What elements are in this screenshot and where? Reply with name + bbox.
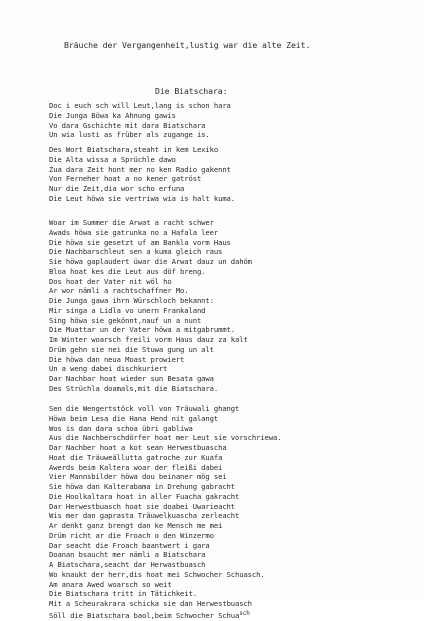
stanza (49, 218, 252, 394)
poem-line (49, 463, 282, 473)
poem-line (49, 194, 235, 204)
poem-line (49, 296, 252, 306)
poem-line-text: Un a weng dabei dischkuriert (49, 364, 168, 374)
poem-line-text: Dar Herwestbuasch hoat sie doabei Uwarieacht (49, 501, 235, 511)
poem-line-text: Wo knaukt der herr,dis hoat mei Schwocher Schuasch. (49, 569, 265, 579)
poem-line-text: Sie höwa dan Kalterabama in Drehung gabracht (49, 482, 235, 491)
poem-line-text: Des Strüchla doamals,mit die Biatschara. (49, 383, 219, 393)
poem-line (49, 121, 231, 131)
poem-line (49, 531, 282, 541)
poem-line-text: Bloa hoat kes die Leut aus döf breng. (49, 266, 206, 276)
poem-line-text: Die Junga Böwa ka Ahnung gawis (49, 110, 176, 120)
poem-line-text: Hoat die Träuweällutta gatroche zur Kuafa (49, 452, 223, 462)
poem-line (49, 424, 282, 434)
poem-line (49, 482, 282, 492)
poem-line-text: Von Ferneher hoat a no kener gatröst (49, 174, 202, 184)
poem-line-text: Mit a Scheurakrara schicka sie dan Herwestbuasch (49, 599, 252, 608)
poem-line (49, 589, 282, 599)
poem-line-text: Un wia lusti as früber als zugange is. (49, 130, 210, 140)
poem-line-text: Zua dara Zeit hont mer no ken Radio gakennt (49, 164, 231, 174)
poem-line (49, 374, 252, 384)
poem-line (49, 492, 282, 502)
poem-line-text: Vier Mannsbilder höwa dou beinaner mög sei (49, 472, 227, 482)
poem-line (49, 599, 282, 609)
poem-line-text: Dar seacht die Froach baantwert i gara (49, 540, 210, 550)
poem-line-text: Die Leut höwa sie vertriwa wia is halt kuma. (49, 193, 235, 203)
poem-line-text: Die Biatschara tritt in Tätichkeit. (49, 589, 197, 599)
poem-line (49, 111, 231, 121)
poem-line (49, 355, 252, 365)
poem-line-text: Die Junga gawa ihrn Würschloch bekannt: (49, 296, 214, 305)
poem-line (49, 267, 252, 277)
document-subtitle: Die Biatschara: (155, 86, 228, 96)
poem-line-text: Awads höwa sie gatrunka no a Hafala leer (49, 227, 219, 237)
poem-line (49, 609, 282, 619)
poem-line-text: Aus die Nachberschdörfer hoat mer Leut sie vorschriewa. (49, 433, 282, 443)
poem-line-text: Ar denkt ganz brengt dan ke Mensch me mei (49, 521, 223, 530)
poem-line (49, 130, 231, 140)
poem-line-text: Sie höwa gaplaudert üwar die Arwat dauz un dahöm (49, 257, 252, 266)
poem-line (49, 145, 235, 155)
poem-line (49, 228, 252, 238)
poem-line (49, 453, 282, 463)
poem-line (49, 218, 252, 228)
poem-line (49, 570, 282, 580)
poem-line-text: Mir singa a Lidla vo unern Frankaland (49, 305, 206, 315)
poem-line (49, 364, 252, 374)
poem-line-text: Wos is dan dara schoa übri gabliwa (49, 423, 193, 433)
stanza (49, 404, 282, 619)
poem-line (49, 174, 235, 184)
poem-line-text: Die Nachbarschleut sen a kuma gleich raus (49, 247, 223, 257)
poem-line (49, 384, 252, 394)
poem-line-text: Des Wort Biatschara,steaht in kem Lexiko (49, 145, 219, 154)
poem-line (49, 165, 235, 175)
poem-line (49, 472, 282, 482)
poem-line-text: Im Winter woarsch freili vorm Haus dauz za kalt (49, 335, 248, 344)
poem-line (49, 433, 282, 443)
poem-line-text: Am anara Awed woarsch so weit (49, 579, 172, 589)
poem-line (49, 286, 252, 296)
poem-line (49, 325, 252, 335)
poem-line-text: Die höwa sie gesetzt uf am Bankla vorm Haus (49, 237, 231, 247)
poem-line-text: Sen die Wengertstöck voll von Träuwali ghangt (49, 404, 240, 413)
line-continuation: sch (239, 609, 250, 617)
poem-line-text: Die Hoolkaltara hoat in aller Fuacha gakracht (49, 491, 240, 501)
document-title: Bräuche der Vergangenheit,lustig war die alte Zeit. (64, 40, 311, 50)
poem-line (49, 414, 282, 424)
poem-line-text: Woar im Summer die Arwat a racht schwer (49, 218, 214, 227)
poem-line (49, 247, 252, 257)
poem-line (49, 560, 282, 570)
poem-line (49, 541, 282, 551)
poem-line (49, 511, 282, 521)
poem-line-text: Die höwa dan neua Moast prowiert (49, 354, 185, 364)
stanza (49, 101, 231, 140)
poem-line (49, 306, 252, 316)
poem-line (49, 550, 282, 560)
poem-line-text: Höwa beim Lesa die Hana Hend nit galangt (49, 413, 219, 423)
poem-line-text: Sing höwa sie gekönnt,nauf un a nunt (49, 315, 202, 325)
poem-line (49, 101, 231, 111)
poem-line-text: Awerds beim Kaltera woar der fleißi dabei (49, 462, 223, 472)
poem-line-text: Vo dara Gschichte mit dara Biatschara (49, 120, 206, 130)
poem-line-text: Ar wor nämli a rachtschaffner Mo. (49, 286, 189, 296)
stanza (49, 145, 235, 204)
poem-line (49, 502, 282, 512)
poem-line (49, 238, 252, 248)
poem-line (49, 277, 252, 287)
poem-line (49, 335, 252, 345)
poem-line (49, 443, 282, 453)
poem-line-text: Drüm richt ar die Froach o den Winzermo (49, 530, 214, 540)
poem-line-text: Doc i euch sch will Leut,lang is schon hara (49, 101, 231, 110)
poem-line-text: Dar Nachbar hoat wieder sun Besata gawa (49, 374, 214, 383)
poem-line-text: Söll die Biatschara baol,beim Schwocher Schua (49, 610, 240, 620)
poem-line-text: Die Muattar un der Vater höwa a mitgabrummt. (49, 325, 235, 335)
poem-line (49, 521, 282, 531)
poem-line (49, 155, 235, 165)
poem-line-text: Nur die Zeit,dia wor scho erfuna (49, 184, 185, 193)
poem-line-text: Doanan bsaucht mer nämli a Biatschara (49, 550, 206, 560)
poem-line-text: A Biatschara,seacht dar Herwastbuasch (49, 560, 206, 569)
poem-line (49, 184, 235, 194)
poem-line-text: Dos hoat der Vater nit wöl ho (49, 276, 172, 286)
poem-line-text: Die Alta wissa a Sprüchle dawo (49, 154, 176, 164)
poem-line (49, 345, 252, 355)
poem-line (49, 316, 252, 326)
poem-line-text: Drüm gehn sie nei die Stuwa gung un alt (49, 344, 214, 354)
poem-line-text: Dar Nachber hoat a kot sean Herwestbuascha (49, 443, 227, 452)
poem-line (49, 257, 252, 267)
poem-line (49, 580, 282, 590)
poem-line-text: Wis mer dan gaprasta Träuwelkuascha zerleacht (49, 511, 240, 521)
poem-line (49, 404, 282, 414)
